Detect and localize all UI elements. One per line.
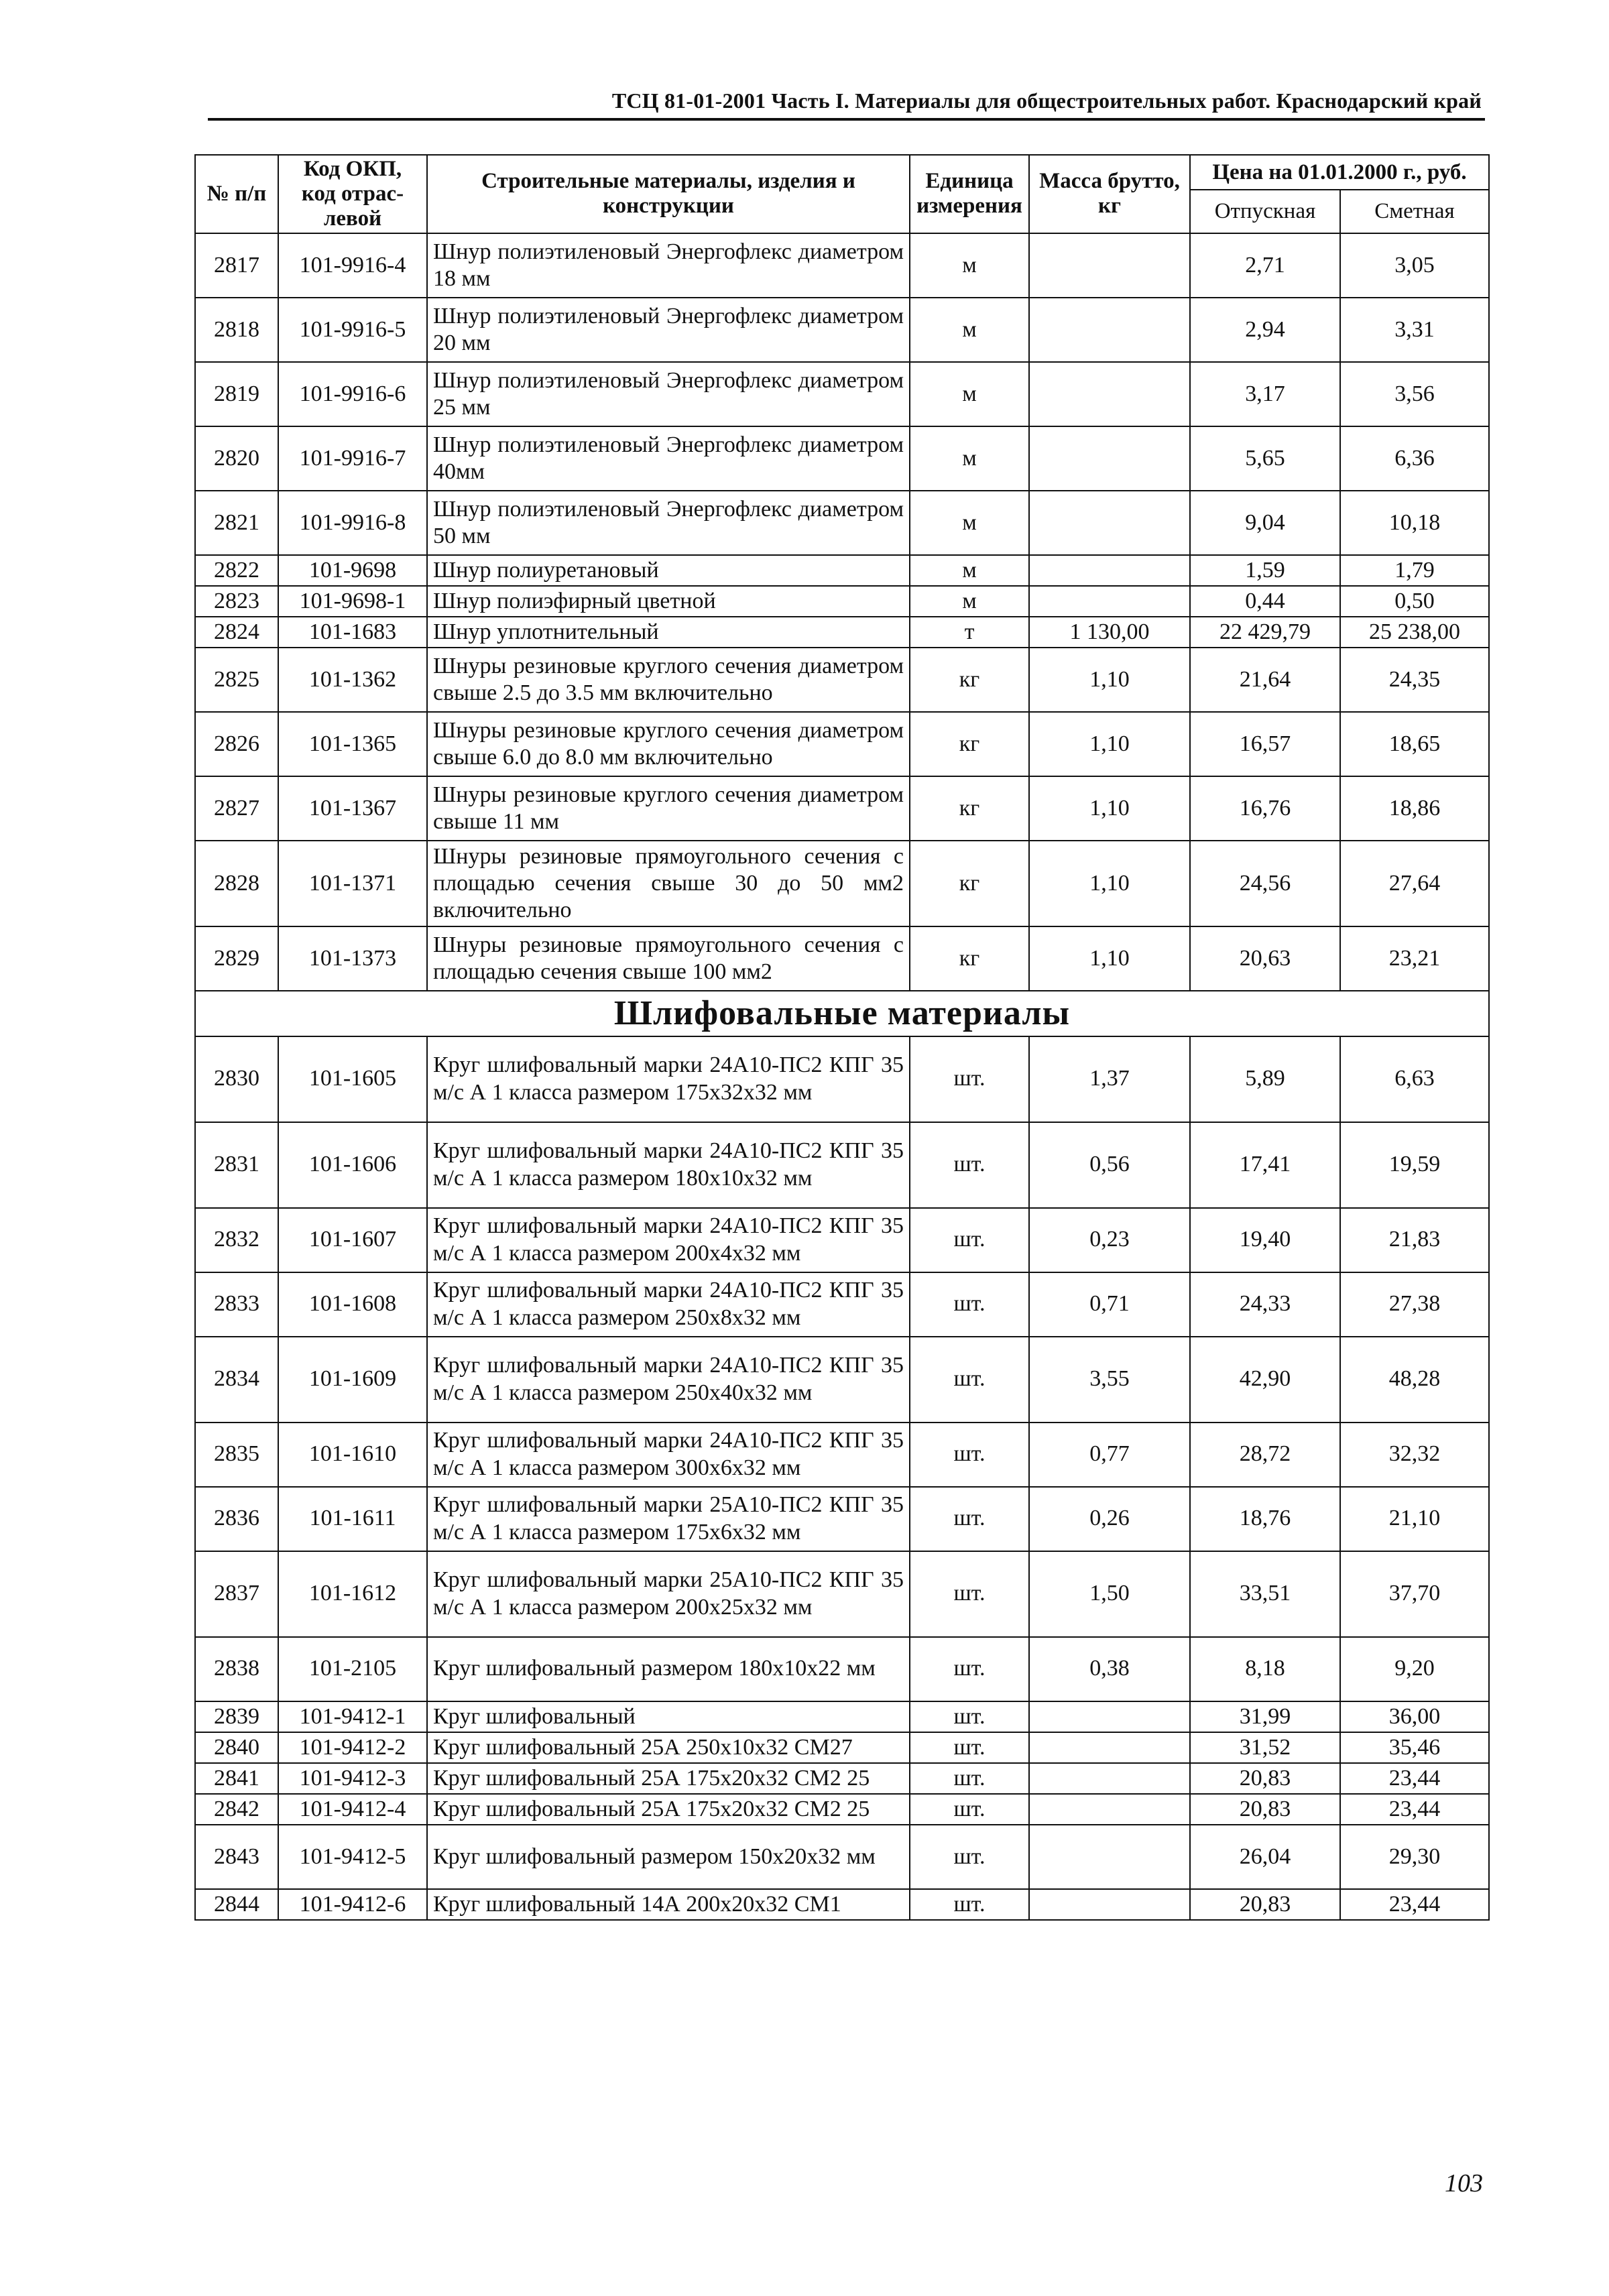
cell-price-release: 2,71 bbox=[1190, 233, 1340, 298]
table-row bbox=[195, 648, 1489, 712]
cell-price-release: 24,56 bbox=[1190, 841, 1340, 926]
cell-num: 2817 bbox=[195, 233, 278, 298]
cell-price-release: 20,83 bbox=[1190, 1794, 1340, 1825]
cell-num: 2823 bbox=[195, 586, 278, 617]
cell-mass bbox=[1029, 362, 1190, 426]
cell-mass: 0,77 bbox=[1029, 1423, 1190, 1487]
cell-num: 2840 bbox=[195, 1732, 278, 1763]
table-body-cords bbox=[195, 233, 1489, 991]
cell-code: 101-1362 bbox=[278, 648, 427, 712]
cell-price-release: 26,04 bbox=[1190, 1825, 1340, 1889]
cell-unit: шт. bbox=[910, 1763, 1029, 1794]
cell-price-release: 24,33 bbox=[1190, 1272, 1340, 1337]
cell-code: 101-1610 bbox=[278, 1423, 427, 1487]
cell-num: 2841 bbox=[195, 1763, 278, 1794]
cell-name: Шнур полиэтиленовый Энергофлекс диаметром 20 мм bbox=[427, 298, 910, 362]
cell-num: 2819 bbox=[195, 362, 278, 426]
cell-mass: 1,10 bbox=[1029, 712, 1190, 776]
cell-code: 101-9698-1 bbox=[278, 586, 427, 617]
cell-price-estimate: 48,28 bbox=[1340, 1337, 1489, 1423]
cell-name: Круг шлифовальный марки 24А10-ПС2 КПГ 35 м/с А 1 класса размером 250х8х32 мм bbox=[427, 1272, 910, 1337]
cell-price-estimate: 23,44 bbox=[1340, 1763, 1489, 1794]
cell-price-release: 9,04 bbox=[1190, 491, 1340, 555]
table-row bbox=[195, 841, 1489, 926]
cell-code: 101-9412-5 bbox=[278, 1825, 427, 1889]
col-header-price: Цена на 01.01.2000 г., руб. bbox=[1190, 155, 1489, 190]
cell-mass: 1,10 bbox=[1029, 648, 1190, 712]
section-title: Шлифовальные материалы bbox=[195, 991, 1489, 1036]
cell-unit: шт. bbox=[910, 1701, 1029, 1732]
cell-mass: 1,37 bbox=[1029, 1036, 1190, 1122]
cell-mass bbox=[1029, 1825, 1190, 1889]
cell-name: Круг шлифовальный 25А 250х10х32 СМ27 bbox=[427, 1732, 910, 1763]
cell-name: Шнур полиэтиленовый Энергофлекс диаметром 25 мм bbox=[427, 362, 910, 426]
cell-code: 101-2105 bbox=[278, 1637, 427, 1701]
cell-price-estimate: 3,05 bbox=[1340, 233, 1489, 298]
table-row bbox=[195, 555, 1489, 586]
cell-name: Шнур полиэтиленовый Энергофлекс диаметром 50 мм bbox=[427, 491, 910, 555]
cell-mass: 1,10 bbox=[1029, 926, 1190, 991]
cell-num: 2825 bbox=[195, 648, 278, 712]
cell-name: Шнуры резиновые прямоугольного сечения с площадью сечения свыше 30 до 50 мм2 включительно bbox=[427, 841, 910, 926]
cell-price-estimate: 21,10 bbox=[1340, 1487, 1489, 1551]
table-row bbox=[195, 776, 1489, 841]
cell-price-release: 8,18 bbox=[1190, 1637, 1340, 1701]
cell-price-estimate: 3,56 bbox=[1340, 362, 1489, 426]
cell-num: 2824 bbox=[195, 617, 278, 648]
cell-unit: шт. bbox=[910, 1122, 1029, 1208]
cell-num: 2818 bbox=[195, 298, 278, 362]
cell-num: 2828 bbox=[195, 841, 278, 926]
cell-mass bbox=[1029, 1732, 1190, 1763]
cell-unit: шт. bbox=[910, 1732, 1029, 1763]
cell-price-estimate: 24,35 bbox=[1340, 648, 1489, 712]
cell-unit: м bbox=[910, 555, 1029, 586]
cell-unit: шт. bbox=[910, 1423, 1029, 1487]
cell-mass: 0,71 bbox=[1029, 1272, 1190, 1337]
cell-price-release: 16,57 bbox=[1190, 712, 1340, 776]
cell-name: Круг шлифовальный марки 24А10-ПС2 КПГ 35 м/с А 1 класса размером 175х32х32 мм bbox=[427, 1036, 910, 1122]
cell-num: 2835 bbox=[195, 1423, 278, 1487]
cell-price-estimate: 10,18 bbox=[1340, 491, 1489, 555]
cell-price-release: 20,83 bbox=[1190, 1889, 1340, 1920]
cell-price-estimate: 25 238,00 bbox=[1340, 617, 1489, 648]
cell-price-release: 33,51 bbox=[1190, 1551, 1340, 1637]
cell-unit: м bbox=[910, 233, 1029, 298]
table-row bbox=[195, 1794, 1489, 1825]
table-row bbox=[195, 1763, 1489, 1794]
cell-price-release: 22 429,79 bbox=[1190, 617, 1340, 648]
table-row bbox=[195, 1208, 1489, 1272]
cell-name: Круг шлифовальный bbox=[427, 1701, 910, 1732]
table-row bbox=[195, 1423, 1489, 1487]
cell-name: Круг шлифовальный марки 25А10-ПС2 КПГ 35 м/с А 1 класса размером 200х25х32 мм bbox=[427, 1551, 910, 1637]
cell-mass bbox=[1029, 1889, 1190, 1920]
cell-name: Шнур полиэтиленовый Энергофлекс диаметром 18 мм bbox=[427, 233, 910, 298]
cell-code: 101-9412-4 bbox=[278, 1794, 427, 1825]
cell-num: 2837 bbox=[195, 1551, 278, 1637]
cell-unit: м bbox=[910, 298, 1029, 362]
cell-code: 101-1611 bbox=[278, 1487, 427, 1551]
cell-price-estimate: 21,83 bbox=[1340, 1208, 1489, 1272]
cell-unit: шт. bbox=[910, 1036, 1029, 1122]
cell-name: Круг шлифовальный марки 24А10-ПС2 КПГ 35 м/с А 1 класса размером 200х4х32 мм bbox=[427, 1208, 910, 1272]
cell-name: Шнуры резиновые прямоугольного сечения с площадью сечения свыше 100 мм2 bbox=[427, 926, 910, 991]
cell-price-estimate: 23,44 bbox=[1340, 1889, 1489, 1920]
cell-mass bbox=[1029, 586, 1190, 617]
cell-code: 101-9412-3 bbox=[278, 1763, 427, 1794]
table-row bbox=[195, 1272, 1489, 1337]
cell-price-estimate: 32,32 bbox=[1340, 1423, 1489, 1487]
table-row bbox=[195, 926, 1489, 991]
cell-num: 2834 bbox=[195, 1337, 278, 1423]
cell-num: 2829 bbox=[195, 926, 278, 991]
table-row bbox=[195, 1337, 1489, 1423]
cell-num: 2838 bbox=[195, 1637, 278, 1701]
cell-price-release: 16,76 bbox=[1190, 776, 1340, 841]
cell-code: 101-1608 bbox=[278, 1272, 427, 1337]
cell-mass: 3,55 bbox=[1029, 1337, 1190, 1423]
cell-price-release: 1,59 bbox=[1190, 555, 1340, 586]
cell-price-estimate: 27,38 bbox=[1340, 1272, 1489, 1337]
cell-name: Круг шлифовальный марки 24А10-ПС2 КПГ 35 м/с А 1 класса размером 300х6х32 мм bbox=[427, 1423, 910, 1487]
cell-price-release: 17,41 bbox=[1190, 1122, 1340, 1208]
cell-price-release: 18,76 bbox=[1190, 1487, 1340, 1551]
cell-unit: м bbox=[910, 491, 1029, 555]
cell-name: Круг шлифовальный 25А 175х20х32 СМ2 25 bbox=[427, 1763, 910, 1794]
cell-price-release: 3,17 bbox=[1190, 362, 1340, 426]
table-row bbox=[195, 1637, 1489, 1701]
table-row bbox=[195, 1732, 1489, 1763]
cell-name: Круг шлифовальный размером 180х10х22 мм bbox=[427, 1637, 910, 1701]
cell-mass bbox=[1029, 491, 1190, 555]
cell-price-estimate: 27,64 bbox=[1340, 841, 1489, 926]
cell-code: 101-1683 bbox=[278, 617, 427, 648]
cell-price-release: 20,83 bbox=[1190, 1763, 1340, 1794]
cell-price-estimate: 23,44 bbox=[1340, 1794, 1489, 1825]
cell-code: 101-9412-6 bbox=[278, 1889, 427, 1920]
cell-unit: шт. bbox=[910, 1272, 1029, 1337]
cell-num: 2833 bbox=[195, 1272, 278, 1337]
cell-name: Круг шлифовальный марки 25А10-ПС2 КПГ 35 м/с А 1 класса размером 175х6х32 мм bbox=[427, 1487, 910, 1551]
cell-code: 101-9916-5 bbox=[278, 298, 427, 362]
cell-name: Шнуры резиновые круглого сечения диаметром свыше 11 мм bbox=[427, 776, 910, 841]
cell-code: 101-9916-6 bbox=[278, 362, 427, 426]
cell-unit: шт. bbox=[910, 1825, 1029, 1889]
cell-code: 101-9916-4 bbox=[278, 233, 427, 298]
cell-num: 2843 bbox=[195, 1825, 278, 1889]
cell-mass: 0,26 bbox=[1029, 1487, 1190, 1551]
col-header-price-estimate: Сметная bbox=[1340, 190, 1489, 233]
cell-price-release: 20,63 bbox=[1190, 926, 1340, 991]
cell-unit: кг bbox=[910, 712, 1029, 776]
cell-price-release: 19,40 bbox=[1190, 1208, 1340, 1272]
cell-unit: шт. bbox=[910, 1551, 1029, 1637]
cell-code: 101-1373 bbox=[278, 926, 427, 991]
cell-price-release: 5,89 bbox=[1190, 1036, 1340, 1122]
cell-price-estimate: 6,63 bbox=[1340, 1036, 1489, 1122]
cell-price-release: 28,72 bbox=[1190, 1423, 1340, 1487]
cell-name: Шнур уплотнительный bbox=[427, 617, 910, 648]
cell-mass bbox=[1029, 1763, 1190, 1794]
cell-num: 2839 bbox=[195, 1701, 278, 1732]
cell-code: 101-9412-1 bbox=[278, 1701, 427, 1732]
col-header-code: Код ОКП, код отраслевой bbox=[278, 155, 427, 233]
page-number: 103 bbox=[1445, 2169, 1483, 2197]
cell-price-estimate: 35,46 bbox=[1340, 1732, 1489, 1763]
table-row bbox=[195, 362, 1489, 426]
table-body-grinding bbox=[195, 1036, 1489, 1921]
table-row bbox=[195, 298, 1489, 362]
cell-code: 101-1607 bbox=[278, 1208, 427, 1272]
cell-mass: 1,10 bbox=[1029, 776, 1190, 841]
cell-price-release: 5,65 bbox=[1190, 426, 1340, 491]
page-header-title: ТСЦ 81-01-2001 Часть I. Материалы для общестроительных работ. Краснодарский край bbox=[611, 88, 1482, 113]
cell-name: Круг шлифовальный марки 24А10-ПС2 КПГ 35 м/с А 1 класса размером 180х10х32 мм bbox=[427, 1122, 910, 1208]
cell-num: 2821 bbox=[195, 491, 278, 555]
cell-mass bbox=[1029, 233, 1190, 298]
cell-price-release: 2,94 bbox=[1190, 298, 1340, 362]
cell-unit: шт. bbox=[910, 1337, 1029, 1423]
cell-num: 2826 bbox=[195, 712, 278, 776]
cell-name: Круг шлифовальный размером 150х20х32 мм bbox=[427, 1825, 910, 1889]
cell-price-estimate: 23,21 bbox=[1340, 926, 1489, 991]
cell-num: 2822 bbox=[195, 555, 278, 586]
cell-unit: кг bbox=[910, 841, 1029, 926]
cell-mass bbox=[1029, 1701, 1190, 1732]
cell-code: 101-1367 bbox=[278, 776, 427, 841]
cell-mass: 1 130,00 bbox=[1029, 617, 1190, 648]
header-rule bbox=[208, 118, 1485, 121]
table-row bbox=[195, 1701, 1489, 1732]
table-row bbox=[195, 712, 1489, 776]
cell-unit: т bbox=[910, 617, 1029, 648]
cell-code: 101-1371 bbox=[278, 841, 427, 926]
cell-mass bbox=[1029, 555, 1190, 586]
table-row bbox=[195, 617, 1489, 648]
cell-unit: м bbox=[910, 586, 1029, 617]
cell-code: 101-9916-8 bbox=[278, 491, 427, 555]
table-row bbox=[195, 1889, 1489, 1920]
cell-code: 101-9412-2 bbox=[278, 1732, 427, 1763]
cell-mass: 0,38 bbox=[1029, 1637, 1190, 1701]
cell-num: 2844 bbox=[195, 1889, 278, 1920]
table-row bbox=[195, 1122, 1489, 1208]
cell-unit: шт. bbox=[910, 1637, 1029, 1701]
table-row bbox=[195, 1551, 1489, 1637]
cell-unit: шт. bbox=[910, 1794, 1029, 1825]
table-row bbox=[195, 1036, 1489, 1122]
table-row bbox=[195, 426, 1489, 491]
col-header-mass: Масса брутто, кг bbox=[1029, 155, 1190, 233]
cell-mass bbox=[1029, 426, 1190, 491]
cell-price-release: 21,64 bbox=[1190, 648, 1340, 712]
cell-price-estimate: 3,31 bbox=[1340, 298, 1489, 362]
cell-price-release: 0,44 bbox=[1190, 586, 1340, 617]
cell-name: Шнур полиуретановый bbox=[427, 555, 910, 586]
cell-code: 101-1612 bbox=[278, 1551, 427, 1637]
cell-name: Круг шлифовальный 25А 175х20х32 СМ2 25 bbox=[427, 1794, 910, 1825]
cell-code: 101-1605 bbox=[278, 1036, 427, 1122]
cell-num: 2836 bbox=[195, 1487, 278, 1551]
cell-num: 2831 bbox=[195, 1122, 278, 1208]
cell-mass: 0,56 bbox=[1029, 1122, 1190, 1208]
table-row bbox=[195, 1487, 1489, 1551]
table-row bbox=[195, 233, 1489, 298]
col-header-unit: Единица измерения bbox=[910, 155, 1029, 233]
cell-num: 2832 bbox=[195, 1208, 278, 1272]
cell-price-release: 31,99 bbox=[1190, 1701, 1340, 1732]
cell-num: 2830 bbox=[195, 1036, 278, 1122]
cell-price-release: 31,52 bbox=[1190, 1732, 1340, 1763]
cell-mass: 1,50 bbox=[1029, 1551, 1190, 1637]
cell-mass: 0,23 bbox=[1029, 1208, 1190, 1272]
cell-unit: шт. bbox=[910, 1487, 1029, 1551]
col-header-name: Строительные материалы, изделия и конструкции bbox=[427, 155, 910, 233]
cell-price-estimate: 36,00 bbox=[1340, 1701, 1489, 1732]
cell-unit: м bbox=[910, 426, 1029, 491]
cell-unit: кг bbox=[910, 776, 1029, 841]
col-header-num: № п/п bbox=[195, 155, 278, 233]
cell-price-estimate: 18,86 bbox=[1340, 776, 1489, 841]
cell-name: Круг шлифовальный марки 24А10-ПС2 КПГ 35 м/с А 1 класса размером 250х40х32 мм bbox=[427, 1337, 910, 1423]
cell-code: 101-9698 bbox=[278, 555, 427, 586]
cell-name: Круг шлифовальный 14А 200х20х32 СМ1 bbox=[427, 1889, 910, 1920]
cell-price-estimate: 9,20 bbox=[1340, 1637, 1489, 1701]
cell-price-estimate: 29,30 bbox=[1340, 1825, 1489, 1889]
cell-code: 101-1365 bbox=[278, 712, 427, 776]
cell-unit: м bbox=[910, 362, 1029, 426]
cell-num: 2827 bbox=[195, 776, 278, 841]
table-row bbox=[195, 1825, 1489, 1889]
cell-name: Шнуры резиновые круглого сечения диаметром свыше 6.0 до 8.0 мм включительно bbox=[427, 712, 910, 776]
cell-price-estimate: 6,36 bbox=[1340, 426, 1489, 491]
cell-unit: кг bbox=[910, 648, 1029, 712]
cell-name: Шнур полиэфирный цветной bbox=[427, 586, 910, 617]
cell-price-estimate: 1,79 bbox=[1340, 555, 1489, 586]
cell-unit: шт. bbox=[910, 1208, 1029, 1272]
cell-mass bbox=[1029, 298, 1190, 362]
cell-price-release: 42,90 bbox=[1190, 1337, 1340, 1423]
cell-unit: кг bbox=[910, 926, 1029, 991]
cell-price-estimate: 18,65 bbox=[1340, 712, 1489, 776]
cell-price-estimate: 19,59 bbox=[1340, 1122, 1489, 1208]
cell-num: 2820 bbox=[195, 426, 278, 491]
table-row bbox=[195, 586, 1489, 617]
cell-price-estimate: 37,70 bbox=[1340, 1551, 1489, 1637]
cell-code: 101-1606 bbox=[278, 1122, 427, 1208]
cell-mass: 1,10 bbox=[1029, 841, 1190, 926]
table-row bbox=[195, 491, 1489, 555]
cell-num: 2842 bbox=[195, 1794, 278, 1825]
col-header-price-release: Отпускная bbox=[1190, 190, 1340, 233]
cell-name: Шнур полиэтиленовый Энергофлекс диаметром 40мм bbox=[427, 426, 910, 491]
cell-name: Шнуры резиновые круглого сечения диаметром свыше 2.5 до 3.5 мм включительно bbox=[427, 648, 910, 712]
cell-price-estimate: 0,50 bbox=[1340, 586, 1489, 617]
cell-code: 101-9916-7 bbox=[278, 426, 427, 491]
cell-unit: шт. bbox=[910, 1889, 1029, 1920]
price-table bbox=[194, 154, 1490, 1921]
cell-code: 101-1609 bbox=[278, 1337, 427, 1423]
cell-mass bbox=[1029, 1794, 1190, 1825]
